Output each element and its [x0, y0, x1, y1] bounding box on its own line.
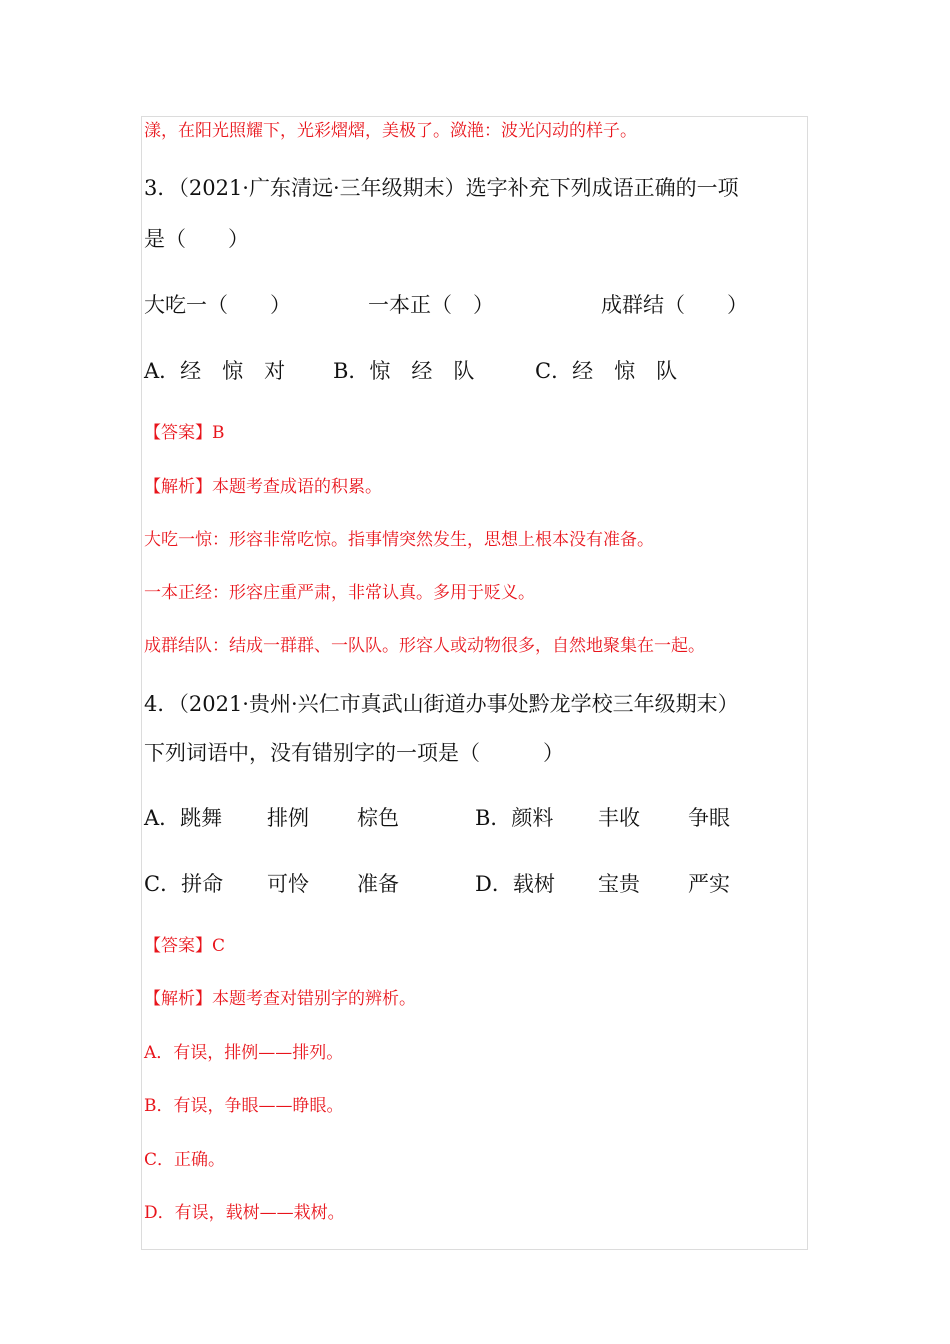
question-3-idiom-2: 一本正（ ）	[368, 293, 494, 317]
answer-label: 【答案】	[144, 423, 212, 443]
question-4-analysis	[144, 991, 416, 1008]
question-3-stem-line-1: 3．（2021·广东清远·三年级期末）选字补充下列成语正确的一项	[144, 176, 739, 200]
answer-label: 【答案】	[144, 936, 212, 956]
question-4-option-b-word-3: 争眼	[688, 806, 730, 830]
question-3-option-a: A．经 惊 对	[144, 359, 286, 383]
continued-explanation: 漾，在阳光照耀下，光彩熠熠，美极了。潋滟：波光闪动的样子。	[144, 121, 637, 141]
question-3-idiom-1: 大吃一（ ）	[144, 293, 291, 317]
question-3-option-b: B．惊 经 队	[333, 359, 475, 383]
question-4-stem-line-1: 4．（2021·贵州·兴仁市真武山街道办事处黔龙学校三年级期末）	[144, 692, 739, 716]
question-3-explanation-1: 大吃一惊：形容非常吃惊。指事情突然发生，思想上根本没有准备。	[144, 530, 654, 550]
question-4-option-d: D．载树	[475, 872, 555, 896]
answer-value: B	[212, 423, 225, 443]
question-4-explanation-b: B．有误，争眼——睁眼。	[144, 1096, 344, 1116]
question-3-explanation-3: 成群结队：结成一群群、一队队。形容人或动物很多，自然地聚集在一起。	[144, 636, 705, 656]
question-4-option-c: C．拼命	[144, 872, 224, 896]
analysis-label: 【解析】	[144, 989, 212, 1009]
question-3-explanation-2: 一本正经：形容庄重严肃，非常认真。多用于贬义。	[144, 583, 535, 603]
question-3-stem-line-2: 是（ ）	[144, 227, 249, 251]
question-3-idiom-3: 成群结（ ）	[601, 293, 748, 317]
question-4-option-a-word-2: 排例	[267, 806, 309, 830]
question-4-stem-line-2: 下列词语中，没有错别字的一项是（ ）	[144, 741, 564, 765]
question-4-option-b: B．颜料	[475, 806, 554, 830]
question-3-option-c: C．经 惊 队	[535, 359, 678, 383]
question-4-option-c-word-3: 准备	[357, 872, 399, 896]
question-4-option-a: A．跳舞	[144, 806, 223, 830]
question-4-option-d-word-2: 宝贵	[598, 872, 640, 896]
question-4-explanation-a: A．有误，排例——排列。	[144, 1043, 344, 1063]
question-3-analysis	[144, 479, 382, 496]
question-4-option-d-word-3: 严实	[688, 872, 730, 896]
question-4-option-a-word-3: 棕色	[357, 806, 399, 830]
page-frame	[141, 116, 808, 1250]
question-4-option-c-word-2: 可怜	[267, 872, 309, 896]
question-4-explanation-c: C．正确。	[144, 1150, 226, 1170]
question-3-answer	[144, 425, 225, 442]
answer-value: C	[212, 936, 226, 956]
question-4-option-b-word-2: 丰收	[598, 806, 640, 830]
question-4-explanation-d: D．有误，载树——栽树。	[144, 1203, 345, 1223]
analysis-text: 本题考查对错别字的辨析。	[212, 989, 416, 1009]
analysis-label: 【解析】	[144, 477, 212, 497]
question-4-answer	[144, 938, 225, 955]
analysis-text: 本题考查成语的积累。	[212, 477, 382, 497]
